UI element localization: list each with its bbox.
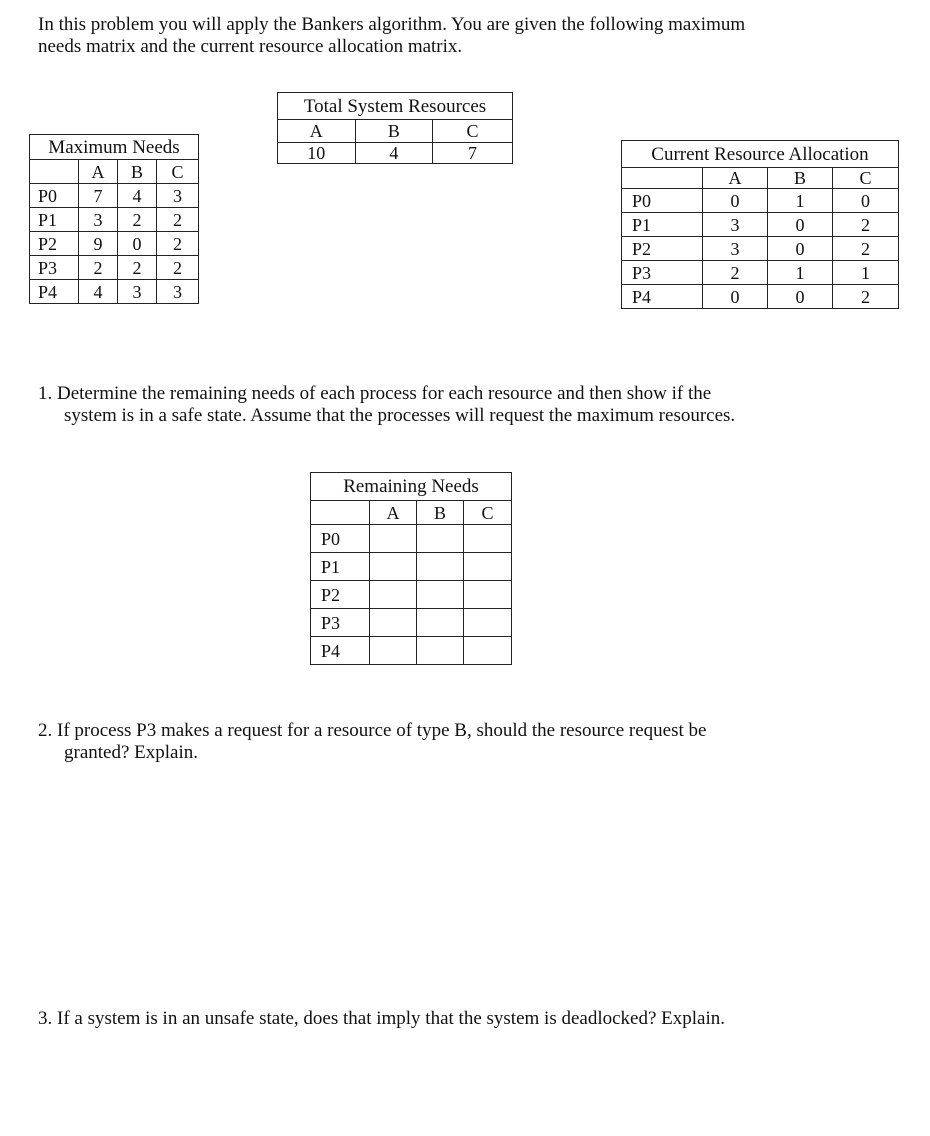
remaining-cell[interactable]: [370, 525, 417, 553]
process-label: P2: [622, 237, 703, 261]
alloc-cell: 2: [833, 285, 899, 309]
table-row: [30, 184, 199, 208]
alloc-cell: 2: [703, 261, 768, 285]
question-1: [38, 383, 735, 427]
process-label: P3: [30, 256, 79, 280]
remaining-cell[interactable]: [417, 525, 464, 553]
question-2-line-1: 2. If process P3 makes a request for a resource of type B, should the resource request be: [38, 720, 707, 741]
maximum-needs-title: Maximum Needs: [30, 135, 199, 160]
remaining-cell[interactable]: [464, 525, 512, 553]
alloc-header-a: A: [703, 168, 768, 189]
remaining-header-c: C: [464, 501, 512, 525]
table-row: [622, 261, 899, 285]
remaining-cell[interactable]: [370, 553, 417, 581]
max-header-c: C: [157, 160, 199, 184]
process-label: P0: [622, 189, 703, 213]
max-cell: 2: [157, 256, 199, 280]
alloc-cell: 3: [703, 237, 768, 261]
max-cell: 7: [79, 184, 118, 208]
remaining-cell[interactable]: [370, 581, 417, 609]
process-label: P4: [311, 637, 370, 665]
max-cell: 2: [118, 256, 157, 280]
process-label: P0: [311, 525, 370, 553]
alloc-header-c: C: [833, 168, 899, 189]
process-label: P2: [311, 581, 370, 609]
maximum-needs-table: [29, 134, 199, 304]
table-row: [30, 280, 199, 304]
remaining-cell[interactable]: [464, 553, 512, 581]
total-header-b: B: [355, 120, 433, 143]
remaining-cell[interactable]: [370, 637, 417, 665]
alloc-cell: 0: [703, 189, 768, 213]
table-row: [311, 525, 512, 553]
question-1-line-1: 1. Determine the remaining needs of each process for each resource and then show if the: [38, 383, 712, 404]
table-row: [30, 208, 199, 232]
alloc-cell: 0: [833, 189, 899, 213]
question-2: [38, 720, 706, 764]
current-allocation-table: [621, 140, 899, 309]
max-cell: 3: [157, 184, 199, 208]
alloc-cell: 0: [768, 237, 833, 261]
table-row: [311, 581, 512, 609]
current-allocation-title: Current Resource Allocation: [622, 141, 899, 168]
alloc-cell: 0: [768, 285, 833, 309]
total-header-a: A: [278, 120, 356, 143]
process-label: P1: [622, 213, 703, 237]
process-label: P0: [30, 184, 79, 208]
max-cell: 3: [157, 280, 199, 304]
table-row: [311, 637, 512, 665]
table-row: [622, 237, 899, 261]
max-cell: 2: [79, 256, 118, 280]
remaining-cell[interactable]: [370, 609, 417, 637]
process-label: P3: [622, 261, 703, 285]
alloc-cell: 0: [768, 213, 833, 237]
max-cell: 4: [118, 184, 157, 208]
max-cell: 2: [157, 232, 199, 256]
process-label: P1: [311, 553, 370, 581]
remaining-cell[interactable]: [417, 581, 464, 609]
max-cell: 3: [79, 208, 118, 232]
intro-line-1: In this problem you will apply the Bankers algorithm. You are given the following maximum: [38, 14, 746, 35]
remaining-cell[interactable]: [464, 581, 512, 609]
alloc-cell: 3: [703, 213, 768, 237]
question-3-line-1: 3. If a system is in an unsafe state, does that imply that the system is deadlocked? Explain.: [38, 1008, 726, 1029]
remaining-cell[interactable]: [464, 609, 512, 637]
max-cell: 0: [118, 232, 157, 256]
question-3: [38, 1008, 725, 1030]
process-label: P1: [30, 208, 79, 232]
total-value-c: 7: [433, 143, 513, 164]
max-cell: 2: [118, 208, 157, 232]
max-cell: 3: [118, 280, 157, 304]
remaining-cell[interactable]: [417, 553, 464, 581]
table-row: [622, 285, 899, 309]
table-row: [30, 256, 199, 280]
alloc-cell: 1: [833, 261, 899, 285]
intro-paragraph: [38, 14, 745, 58]
remaining-cell[interactable]: [417, 637, 464, 665]
process-label: P4: [30, 280, 79, 304]
max-cell: 4: [79, 280, 118, 304]
alloc-header-b: B: [768, 168, 833, 189]
table-row: [30, 232, 199, 256]
process-label: P3: [311, 609, 370, 637]
alloc-cell: 2: [833, 237, 899, 261]
remaining-cell[interactable]: [464, 637, 512, 665]
alloc-cell: 2: [833, 213, 899, 237]
total-value-b: 4: [355, 143, 433, 164]
max-header-a: A: [79, 160, 118, 184]
alloc-cell: 0: [703, 285, 768, 309]
max-cell: 9: [79, 232, 118, 256]
question-2-line-2: granted? Explain.: [64, 742, 199, 763]
process-label: P4: [622, 285, 703, 309]
max-cell: 2: [157, 208, 199, 232]
table-row: [622, 189, 899, 213]
total-resources-table: [277, 92, 513, 164]
max-header-b: B: [118, 160, 157, 184]
remaining-cell[interactable]: [417, 609, 464, 637]
remaining-header-b: B: [417, 501, 464, 525]
total-value-a: 10: [278, 143, 356, 164]
table-row: [311, 609, 512, 637]
total-header-c: C: [433, 120, 513, 143]
remaining-header-a: A: [370, 501, 417, 525]
question-1-line-2: system is in a safe state. Assume that the processes will request the maximum resources.: [64, 405, 736, 426]
table-row: [311, 553, 512, 581]
remaining-needs-table: [310, 472, 512, 665]
alloc-cell: 1: [768, 189, 833, 213]
intro-line-2: needs matrix and the current resource allocation matrix.: [38, 36, 463, 57]
table-row: [622, 213, 899, 237]
remaining-needs-title: Remaining Needs: [311, 473, 512, 501]
process-label: P2: [30, 232, 79, 256]
alloc-cell: 1: [768, 261, 833, 285]
total-resources-title: Total System Resources: [278, 93, 513, 120]
